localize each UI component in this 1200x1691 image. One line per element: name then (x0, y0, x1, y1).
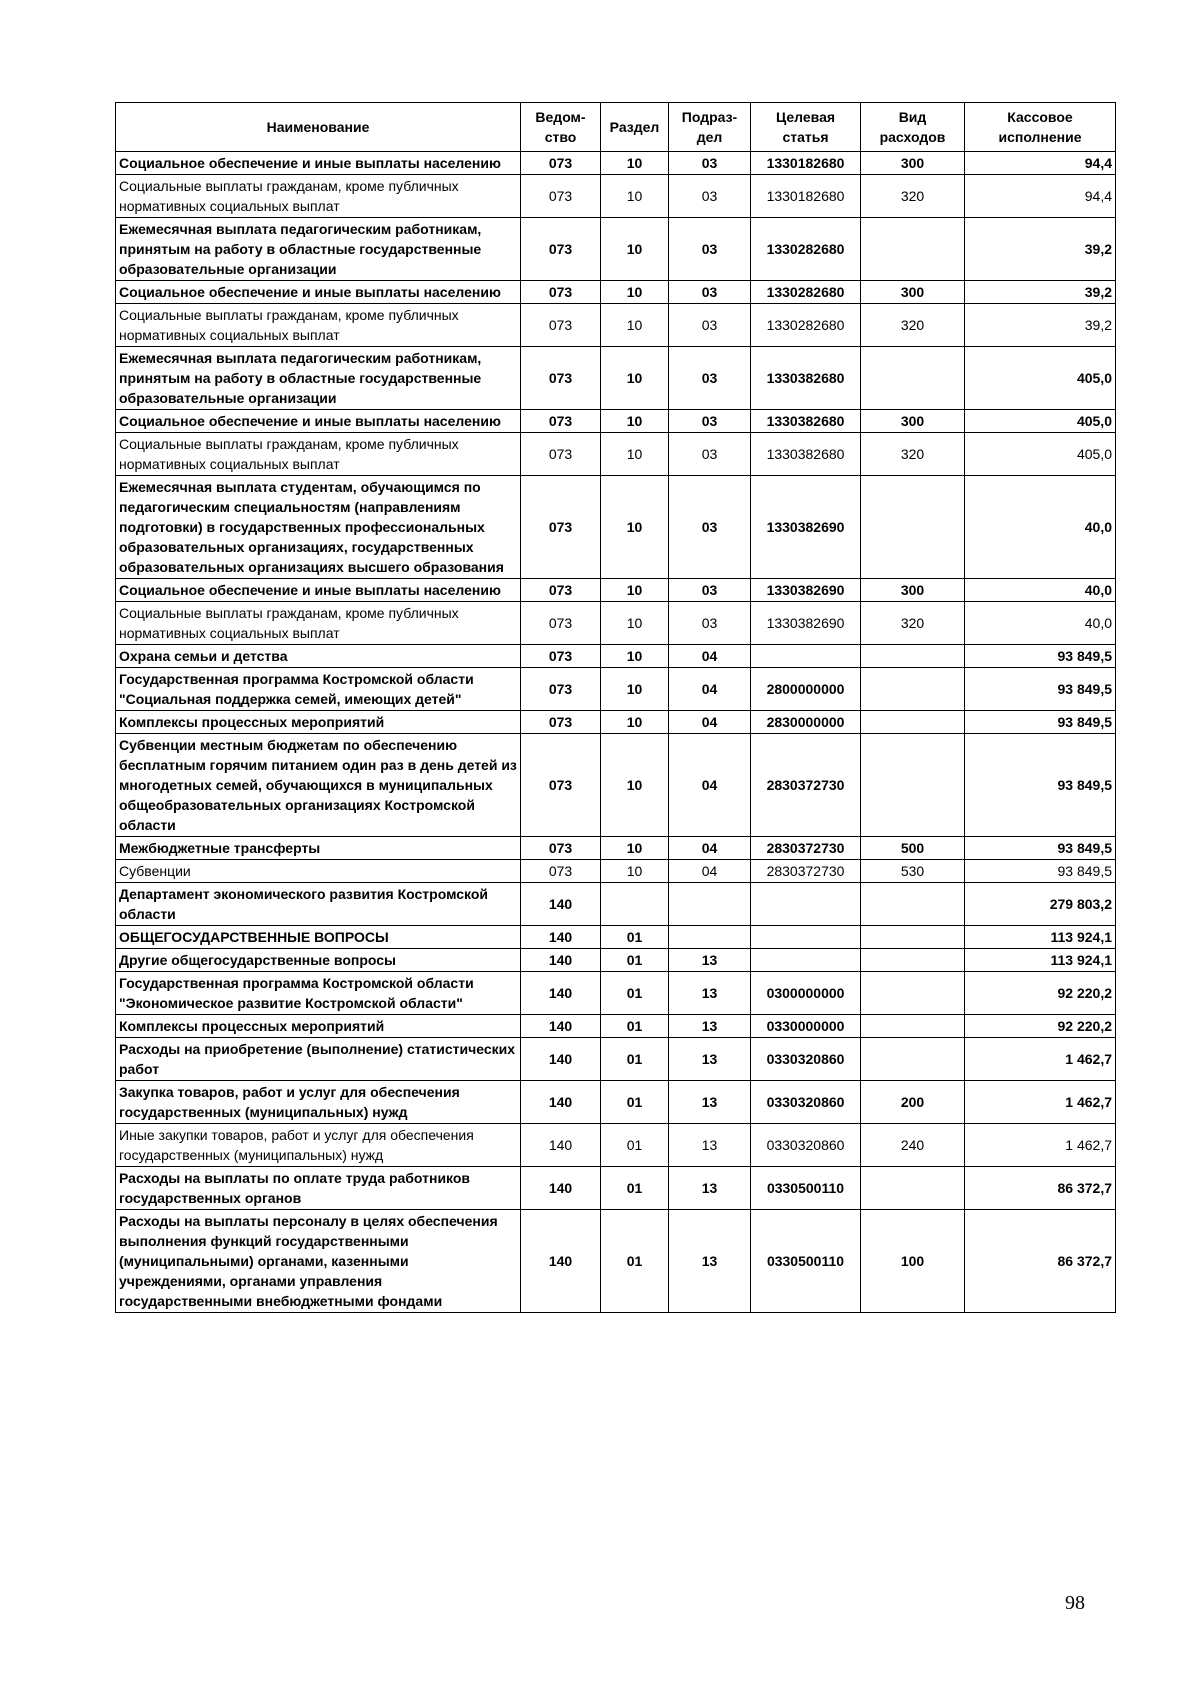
cell-subsection: 13 (669, 949, 751, 972)
page-number: 98 (1065, 1592, 1085, 1614)
cell-name: Ежемесячная выплата студентам, обучающимся по педагогическим специальностям (направлениям подготовки) в государственных профессиональных образовательных организациях, государственных образовательных организациях высшего образования (116, 476, 521, 579)
cell-dept: 073 (521, 152, 601, 175)
table-row (116, 860, 1116, 883)
cell-subsection: 13 (669, 1124, 751, 1167)
cell-amount: 39,2 (965, 304, 1116, 347)
cell-dept: 073 (521, 734, 601, 837)
cell-subsection: 03 (669, 281, 751, 304)
cell-subsection: 13 (669, 972, 751, 1015)
cell-subsection: 03 (669, 433, 751, 476)
cell-subsection: 04 (669, 711, 751, 734)
cell-section: 01 (601, 1015, 669, 1038)
cell-exptype: 320 (861, 433, 965, 476)
cell-subsection: 03 (669, 347, 751, 410)
cell-target: 0330000000 (751, 1015, 861, 1038)
cell-amount: 40,0 (965, 476, 1116, 579)
cell-dept: 073 (521, 410, 601, 433)
cell-amount: 1 462,7 (965, 1124, 1116, 1167)
cell-subsection (669, 926, 751, 949)
cell-target (751, 926, 861, 949)
cell-target: 1330382690 (751, 579, 861, 602)
table-row (116, 218, 1116, 281)
table-row (116, 1167, 1116, 1210)
cell-name: Социальные выплаты гражданам, кроме публичных нормативных социальных выплат (116, 602, 521, 645)
cell-subsection: 13 (669, 1038, 751, 1081)
cell-subsection: 03 (669, 410, 751, 433)
cell-exptype (861, 883, 965, 926)
cell-target: 1330282680 (751, 304, 861, 347)
cell-target: 0330320860 (751, 1038, 861, 1081)
table-header-row (116, 103, 1116, 152)
cell-section: 10 (601, 602, 669, 645)
header-subsection: Подраз-дел (669, 103, 751, 152)
cell-section: 01 (601, 1081, 669, 1124)
cell-target: 2830000000 (751, 711, 861, 734)
table-row (116, 347, 1116, 410)
cell-target: 2800000000 (751, 668, 861, 711)
header-name: Наименование (116, 103, 521, 152)
cell-subsection: 04 (669, 734, 751, 837)
cell-exptype: 530 (861, 860, 965, 883)
cell-target: 1330282680 (751, 218, 861, 281)
cell-name: Расходы на выплаты персоналу в целях обеспечения выполнения функций государственными (муниципальными) органами, казенными учреждениями, органами управления государственными внебюджетными фондами (116, 1210, 521, 1313)
cell-exptype: 500 (861, 837, 965, 860)
cell-section: 10 (601, 218, 669, 281)
cell-subsection: 13 (669, 1167, 751, 1210)
cell-name: Комплексы процессных мероприятий (116, 1015, 521, 1038)
cell-subsection: 03 (669, 579, 751, 602)
table-row (116, 668, 1116, 711)
cell-dept: 073 (521, 602, 601, 645)
cell-section: 10 (601, 668, 669, 711)
cell-exptype (861, 645, 965, 668)
table-row (116, 1038, 1116, 1081)
table-row (116, 711, 1116, 734)
table-row (116, 1015, 1116, 1038)
cell-amount: 405,0 (965, 410, 1116, 433)
cell-amount: 113 924,1 (965, 949, 1116, 972)
cell-name: Ежемесячная выплата педагогическим работникам, принятым на работу в областные государственные образовательные организации (116, 218, 521, 281)
cell-subsection: 03 (669, 304, 751, 347)
table-row (116, 1124, 1116, 1167)
cell-section: 01 (601, 1124, 669, 1167)
cell-subsection: 04 (669, 645, 751, 668)
cell-target: 1330382680 (751, 410, 861, 433)
header-exptype: Вид расходов (861, 103, 965, 152)
cell-dept: 140 (521, 972, 601, 1015)
table-row (116, 152, 1116, 175)
cell-exptype: 240 (861, 1124, 965, 1167)
cell-section: 10 (601, 152, 669, 175)
cell-exptype (861, 1015, 965, 1038)
cell-exptype (861, 949, 965, 972)
cell-dept: 073 (521, 860, 601, 883)
cell-target: 0330320860 (751, 1081, 861, 1124)
cell-exptype (861, 1038, 965, 1081)
table-row (116, 837, 1116, 860)
cell-section: 10 (601, 579, 669, 602)
cell-section: 01 (601, 972, 669, 1015)
cell-name: Другие общегосударственные вопросы (116, 949, 521, 972)
cell-exptype (861, 972, 965, 1015)
table-row (116, 304, 1116, 347)
cell-name: Государственная программа Костромской области "Экономическое развитие Костромской области" (116, 972, 521, 1015)
cell-amount: 40,0 (965, 579, 1116, 602)
cell-name: Субвенции (116, 860, 521, 883)
cell-dept: 073 (521, 645, 601, 668)
cell-dept: 073 (521, 579, 601, 602)
cell-amount: 92 220,2 (965, 1015, 1116, 1038)
cell-amount: 86 372,7 (965, 1167, 1116, 1210)
cell-section: 10 (601, 476, 669, 579)
cell-dept: 140 (521, 1210, 601, 1313)
cell-section: 10 (601, 645, 669, 668)
table-row (116, 602, 1116, 645)
cell-target (751, 883, 861, 926)
cell-amount: 93 849,5 (965, 860, 1116, 883)
cell-name: Социальные выплаты гражданам, кроме публичных нормативных социальных выплат (116, 304, 521, 347)
cell-exptype: 300 (861, 579, 965, 602)
cell-name: Расходы на выплаты по оплате труда работников государственных органов (116, 1167, 521, 1210)
cell-target (751, 645, 861, 668)
table-row (116, 410, 1116, 433)
header-target: Целевая статья (751, 103, 861, 152)
cell-amount: 40,0 (965, 602, 1116, 645)
cell-subsection: 13 (669, 1015, 751, 1038)
cell-dept: 140 (521, 1038, 601, 1081)
cell-name: Социальные выплаты гражданам, кроме публичных нормативных социальных выплат (116, 433, 521, 476)
cell-name: Департамент экономического развития Костромской области (116, 883, 521, 926)
cell-exptype: 320 (861, 602, 965, 645)
cell-name: Иные закупки товаров, работ и услуг для обеспечения государственных (муниципальных) нужд (116, 1124, 521, 1167)
cell-exptype: 320 (861, 304, 965, 347)
cell-name: Социальное обеспечение и иные выплаты населению (116, 152, 521, 175)
cell-name: Охрана семьи и детства (116, 645, 521, 668)
cell-subsection: 13 (669, 1210, 751, 1313)
cell-section: 01 (601, 1038, 669, 1081)
cell-section: 10 (601, 281, 669, 304)
cell-subsection: 03 (669, 175, 751, 218)
cell-section: 01 (601, 1210, 669, 1313)
cell-exptype: 300 (861, 152, 965, 175)
cell-target: 2830372730 (751, 837, 861, 860)
budget-table (115, 102, 1116, 1313)
cell-exptype (861, 218, 965, 281)
cell-amount: 39,2 (965, 218, 1116, 281)
cell-section (601, 883, 669, 926)
cell-name: Межбюджетные трансферты (116, 837, 521, 860)
cell-amount: 86 372,7 (965, 1210, 1116, 1313)
cell-dept: 073 (521, 347, 601, 410)
cell-exptype: 300 (861, 281, 965, 304)
table-row (116, 949, 1116, 972)
cell-subsection: 04 (669, 860, 751, 883)
cell-target (751, 949, 861, 972)
cell-exptype: 100 (861, 1210, 965, 1313)
cell-target: 2830372730 (751, 860, 861, 883)
table-row (116, 175, 1116, 218)
cell-section: 01 (601, 949, 669, 972)
cell-dept: 140 (521, 1015, 601, 1038)
cell-amount: 94,4 (965, 175, 1116, 218)
cell-name: Социальное обеспечение и иные выплаты населению (116, 410, 521, 433)
cell-dept: 073 (521, 433, 601, 476)
cell-section: 10 (601, 175, 669, 218)
cell-section: 10 (601, 734, 669, 837)
cell-dept: 073 (521, 304, 601, 347)
cell-amount: 93 849,5 (965, 645, 1116, 668)
table-row (116, 883, 1116, 926)
table-row (116, 433, 1116, 476)
cell-amount: 405,0 (965, 433, 1116, 476)
cell-section: 10 (601, 347, 669, 410)
cell-amount: 279 803,2 (965, 883, 1116, 926)
cell-amount: 93 849,5 (965, 711, 1116, 734)
cell-subsection: 13 (669, 1081, 751, 1124)
cell-target: 1330382690 (751, 602, 861, 645)
cell-subsection: 03 (669, 602, 751, 645)
cell-dept: 073 (521, 218, 601, 281)
cell-section: 10 (601, 711, 669, 734)
table-row (116, 926, 1116, 949)
cell-subsection: 04 (669, 668, 751, 711)
cell-name: Расходы на приобретение (выполнение) статистических работ (116, 1038, 521, 1081)
cell-name: ОБЩЕГОСУДАРСТВЕННЫЕ ВОПРОСЫ (116, 926, 521, 949)
cell-target: 0330320860 (751, 1124, 861, 1167)
cell-exptype (861, 476, 965, 579)
cell-dept: 073 (521, 711, 601, 734)
cell-name: Государственная программа Костромской области "Социальная поддержка семей, имеющих детей" (116, 668, 521, 711)
cell-target: 2830372730 (751, 734, 861, 837)
cell-dept: 140 (521, 1124, 601, 1167)
cell-exptype: 300 (861, 410, 965, 433)
table-row (116, 476, 1116, 579)
cell-dept: 073 (521, 175, 601, 218)
table-row (116, 972, 1116, 1015)
cell-target: 1330182680 (751, 175, 861, 218)
cell-target: 0330500110 (751, 1210, 861, 1313)
cell-amount: 93 849,5 (965, 734, 1116, 837)
header-section: Раздел (601, 103, 669, 152)
table-row (116, 281, 1116, 304)
cell-amount: 93 849,5 (965, 668, 1116, 711)
cell-amount: 94,4 (965, 152, 1116, 175)
cell-dept: 140 (521, 949, 601, 972)
cell-section: 10 (601, 410, 669, 433)
cell-amount: 113 924,1 (965, 926, 1116, 949)
cell-section: 01 (601, 1167, 669, 1210)
cell-name: Ежемесячная выплата педагогическим работникам, принятым на работу в областные государственные образовательные организации (116, 347, 521, 410)
cell-section: 10 (601, 837, 669, 860)
cell-amount: 39,2 (965, 281, 1116, 304)
cell-dept: 073 (521, 281, 601, 304)
cell-section: 01 (601, 926, 669, 949)
cell-amount: 92 220,2 (965, 972, 1116, 1015)
cell-dept: 140 (521, 883, 601, 926)
cell-subsection: 04 (669, 837, 751, 860)
table-row (116, 645, 1116, 668)
table-row (116, 1081, 1116, 1124)
cell-subsection (669, 883, 751, 926)
header-amount: Кассовое исполнение (965, 103, 1116, 152)
table-row (116, 734, 1116, 837)
cell-dept: 140 (521, 1081, 601, 1124)
cell-subsection: 03 (669, 476, 751, 579)
cell-dept: 140 (521, 1167, 601, 1210)
cell-name: Субвенции местным бюджетам по обеспечению бесплатным горячим питанием один раз в день детей из многодетных семей, обучающихся в муниципальных общеобразовательных организациях Костромской области (116, 734, 521, 837)
cell-target: 1330382680 (751, 347, 861, 410)
cell-amount: 93 849,5 (965, 837, 1116, 860)
cell-target: 1330282680 (751, 281, 861, 304)
cell-name: Комплексы процессных мероприятий (116, 711, 521, 734)
cell-exptype (861, 711, 965, 734)
cell-exptype (861, 734, 965, 837)
cell-exptype (861, 1167, 965, 1210)
cell-target: 1330382680 (751, 433, 861, 476)
cell-dept: 073 (521, 476, 601, 579)
cell-name: Социальное обеспечение и иные выплаты населению (116, 579, 521, 602)
cell-exptype: 200 (861, 1081, 965, 1124)
cell-section: 10 (601, 304, 669, 347)
cell-amount: 1 462,7 (965, 1081, 1116, 1124)
cell-exptype: 320 (861, 175, 965, 218)
cell-exptype (861, 926, 965, 949)
cell-exptype (861, 668, 965, 711)
table-row (116, 579, 1116, 602)
cell-name: Закупка товаров, работ и услуг для обеспечения государственных (муниципальных) нужд (116, 1081, 521, 1124)
table-row (116, 1210, 1116, 1313)
cell-target: 1330182680 (751, 152, 861, 175)
cell-target: 0300000000 (751, 972, 861, 1015)
cell-exptype (861, 347, 965, 410)
cell-subsection: 03 (669, 152, 751, 175)
cell-section: 10 (601, 860, 669, 883)
cell-dept: 140 (521, 926, 601, 949)
cell-target: 1330382690 (751, 476, 861, 579)
header-dept: Ведом-ство (521, 103, 601, 152)
cell-dept: 073 (521, 837, 601, 860)
cell-section: 10 (601, 433, 669, 476)
cell-amount: 405,0 (965, 347, 1116, 410)
cell-subsection: 03 (669, 218, 751, 281)
cell-target: 0330500110 (751, 1167, 861, 1210)
cell-amount: 1 462,7 (965, 1038, 1116, 1081)
cell-name: Социальное обеспечение и иные выплаты населению (116, 281, 521, 304)
cell-dept: 073 (521, 668, 601, 711)
cell-name: Социальные выплаты гражданам, кроме публичных нормативных социальных выплат (116, 175, 521, 218)
